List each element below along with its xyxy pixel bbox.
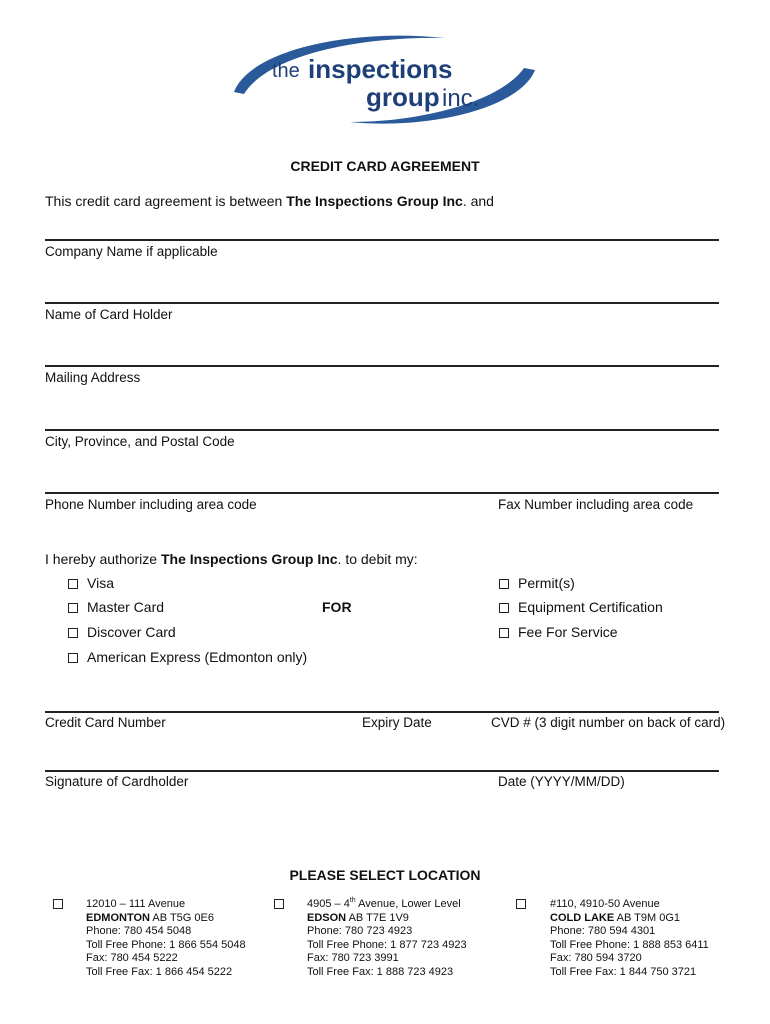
authorize-line: [45, 551, 418, 567]
authorize-prefix: I hereby authorize: [45, 551, 161, 567]
location-toll-fax: Toll Free Fax: 1 844 750 3721: [550, 965, 697, 978]
location-city-line: [86, 912, 246, 926]
location-city: COLD LAKE: [550, 911, 615, 924]
company-name-line[interactable]: [45, 239, 719, 241]
location-street: #110, 4910-50 Avenue: [550, 898, 660, 910]
purpose-option-equipment[interactable]: [499, 599, 663, 615]
location-checkbox-edson[interactable]: [274, 899, 284, 909]
fax-label: Fax Number including area code: [498, 497, 694, 512]
location-city: EDSON: [307, 911, 347, 924]
company-name-label: Company Name if applicable: [45, 244, 218, 259]
logo-swoosh-icon: [230, 30, 540, 130]
logo-the: the: [272, 60, 300, 82]
location-checkbox-cold-lake[interactable]: [516, 899, 526, 909]
authorize-company: The Inspections Group Inc: [160, 551, 338, 567]
mailing-address-label: Mailing Address: [45, 370, 141, 385]
purpose-option-label: Permit(s): [518, 575, 575, 591]
checkbox-icon[interactable]: [68, 603, 78, 613]
mailing-address-line[interactable]: [45, 365, 719, 367]
card-option-label: Master Card: [87, 599, 165, 615]
card-number-line[interactable]: [45, 711, 719, 713]
checkbox-icon[interactable]: [499, 603, 509, 613]
city-label: City, Province, and Postal Code: [45, 434, 235, 449]
location-edmonton: [86, 898, 246, 979]
location-fax: Fax: 780 594 3720: [550, 952, 642, 964]
card-option-label: Visa: [87, 575, 114, 591]
intro-line: [45, 193, 494, 209]
checkbox-icon[interactable]: [68, 628, 78, 638]
location-toll-fax: Toll Free Fax: 1 866 454 5222: [86, 965, 233, 978]
authorize-suffix: . to debit my:: [337, 551, 418, 567]
phone-fax-line[interactable]: [45, 492, 719, 494]
checkbox-icon[interactable]: [499, 628, 509, 638]
purpose-option-permits[interactable]: [499, 575, 575, 591]
intro-suffix: . and: [462, 193, 494, 209]
phone-label: Phone Number including area code: [45, 497, 257, 512]
page-title: CREDIT CARD AGREEMENT: [290, 158, 480, 174]
checkbox-icon[interactable]: [68, 579, 78, 589]
cvd-label: CVD # (3 digit number on back of card): [491, 715, 726, 730]
location-phone: Phone: 780 594 4301: [550, 925, 656, 937]
location-title: PLEASE SELECT LOCATION: [289, 867, 481, 883]
card-option-label: American Express (Edmonton only): [87, 649, 308, 665]
location-street-pre: 4905 – 4: [307, 898, 350, 910]
for-label: FOR: [322, 599, 352, 615]
location-phone: Phone: 780 454 5048: [86, 925, 192, 937]
card-option-amex[interactable]: [68, 649, 307, 665]
location-phone: Phone: 780 723 4923: [307, 925, 413, 937]
card-option-mastercard[interactable]: [68, 599, 164, 615]
purpose-option-label: Equipment Certification: [518, 599, 663, 615]
location-street: [307, 898, 467, 912]
date-label: Date (YYYY/MM/DD): [498, 774, 625, 789]
card-holder-label: Name of Card Holder: [45, 307, 173, 322]
logo-inspections: inspections: [308, 54, 453, 84]
location-street: 12010 – 111 Avenue: [86, 898, 186, 910]
location-city-line: [550, 912, 709, 926]
checkbox-icon[interactable]: [499, 579, 509, 589]
location-city-line: [307, 912, 467, 926]
purpose-option-fee[interactable]: [499, 624, 618, 640]
checkbox-icon[interactable]: [68, 653, 78, 663]
card-option-label: Discover Card: [87, 624, 176, 640]
card-number-label: Credit Card Number: [45, 715, 166, 730]
location-toll-phone: Toll Free Phone: 1 888 853 6411: [550, 938, 709, 951]
purpose-option-label: Fee For Service: [518, 624, 618, 640]
location-toll-fax: Toll Free Fax: 1 888 723 4923: [307, 965, 454, 978]
logo-group: group: [366, 82, 440, 112]
card-option-discover[interactable]: [68, 624, 176, 640]
signature-line[interactable]: [45, 770, 719, 772]
location-edson: [307, 898, 467, 979]
location-postal: AB T7E 1V9: [346, 911, 409, 924]
card-option-visa[interactable]: [68, 575, 114, 591]
location-checkbox-edmonton[interactable]: [53, 899, 63, 909]
location-fax: Fax: 780 723 3991: [307, 952, 399, 964]
location-street-sup: th: [349, 897, 356, 904]
location-toll-phone: Toll Free Phone: 1 866 554 5048: [86, 938, 246, 951]
expiry-label: Expiry Date: [362, 715, 432, 730]
location-postal: AB T9M 0G1: [614, 911, 680, 924]
company-logo: [230, 30, 540, 130]
location-city: EDMONTON: [86, 911, 150, 924]
logo-inc: inc.: [442, 85, 480, 112]
location-cold-lake: [550, 898, 709, 979]
location-fax: Fax: 780 454 5222: [86, 952, 178, 964]
location-street-post: Avenue, Lower Level: [355, 898, 461, 910]
location-toll-phone: Toll Free Phone: 1 877 723 4923: [307, 938, 467, 951]
city-line[interactable]: [45, 429, 719, 431]
location-postal: AB T5G 0E6: [149, 911, 214, 924]
signature-label: Signature of Cardholder: [45, 774, 189, 789]
card-holder-line[interactable]: [45, 302, 719, 304]
intro-company: The Inspections Group Inc: [286, 193, 463, 209]
intro-prefix: This credit card agreement is between: [45, 193, 287, 209]
